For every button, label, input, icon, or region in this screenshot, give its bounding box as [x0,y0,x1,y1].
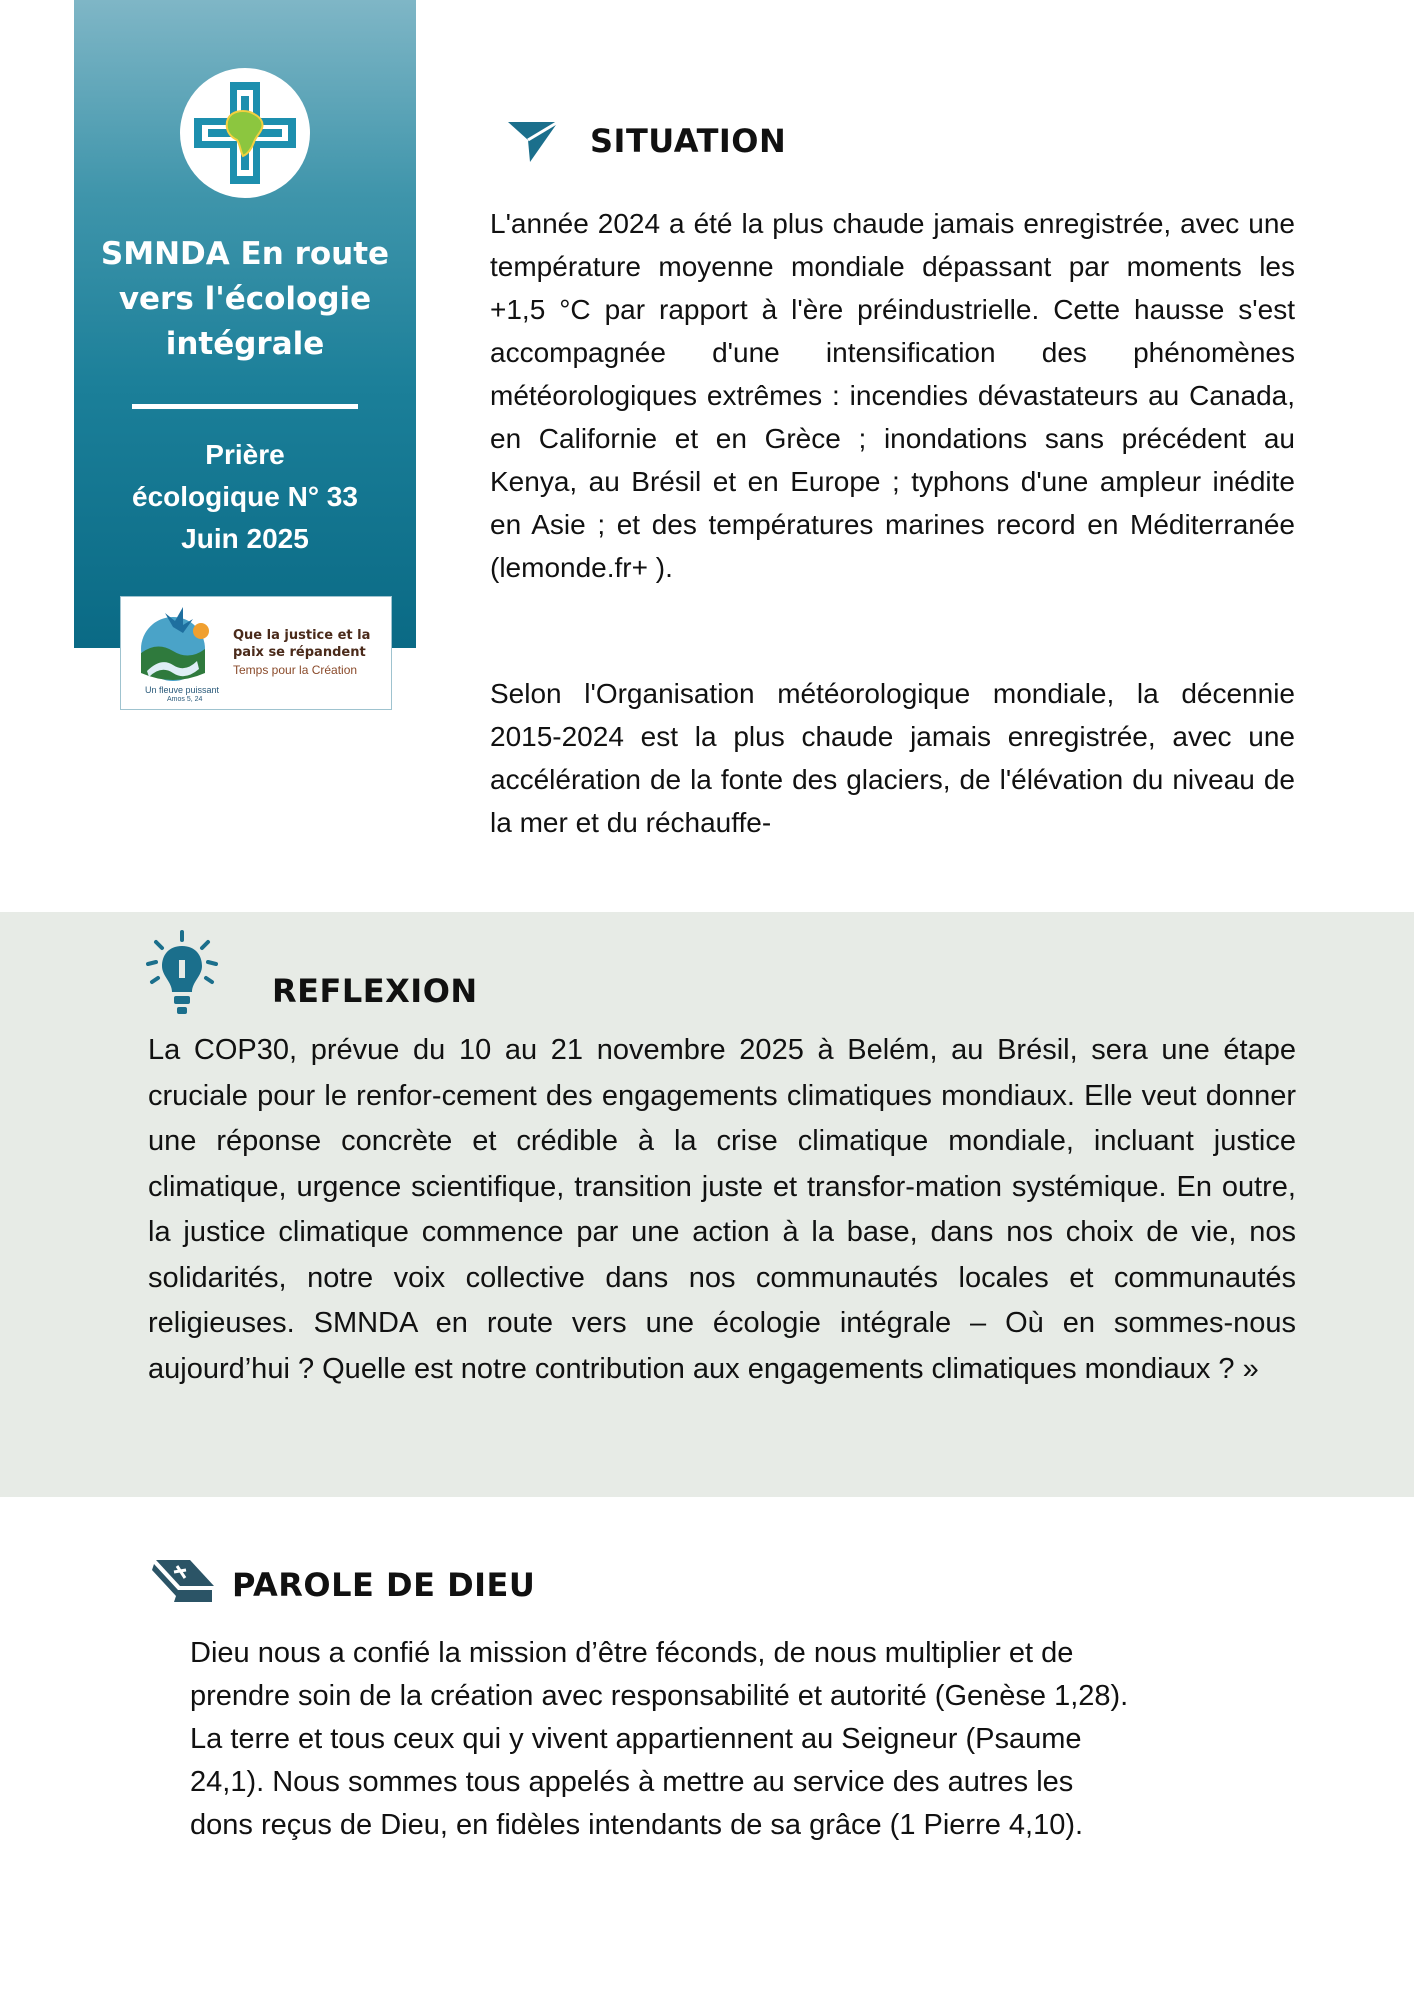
badge-title: Que la justice et la paix se répandent [233,628,371,660]
dove-river-icon [127,601,227,685]
badge-subtitle: Temps pour la Création [233,663,358,677]
lightbulb-icon [146,930,218,1016]
banner-title: SMNDA En route vers l'écologie intégrale [100,236,390,362]
parole-line: 24,1). Nous sommes tous appelés à mettre au service des autres les [190,1766,1074,1798]
parole-line: Dieu nous a confié la mission d’être féconds, de nous multiplier et de [190,1637,1074,1669]
parole-line: prendre soin de la création avec responsabilité et autorité (Genèse 1,28). [190,1680,1129,1712]
parole-heading: PAROLE DE DIEU [232,1566,536,1604]
parole-line: dons reçus de Dieu, en fidèles intendants de sa grâce (1 Pierre 4,10). [190,1809,1084,1841]
parole-line: La terre et tous ceux qui y vivent appartiennent au Seigneur (Psaume [190,1723,1082,1755]
banner-subtitle-line1: Prière [205,439,285,470]
situation-paragraph-2: Selon l'Organisation météorologique mondiale, la décennie 2015-2024 est la plus chaude jamais enregistrée, avec une accélération de la fonte des glaciers, de l'élévation du niveau de la mer et du réchauffe- [490,678,1295,838]
reflexion-paragraph: La COP30, prévue du 10 au 21 novembre 2025 à Belém, au Brésil, sera une étape cruciale pour le renfor-cement des engagements climatiques mondiaux. Elle veut donner une réponse concrète et crédible à la crise climatique mondiale, incluant justice climatique, urgence scientifique, transition juste et transfor-mation systémique. En outre, la justice climatique commence par une action à la base, dans nos choix de vie, nos solidarités, notre voix collective dans nos communautés locales et communautés religieuses. SMNDA en route vers une écologie intégrale – Où en sommes-nous aujourd’hui ? Quelle est notre contribution aux engagements climatiques mondiaux ? » [148,1034,1296,1385]
situation-paragraph-1: L'année 2024 a été la plus chaude jamais enregistrée, avec une température moyenne mondiale dépassant par moments les +1,5 °C par rapport à l'ère préindustrielle. Cette hausse s'est accompagnée d'une intensification des phénomènes météorologiques extrêmes : incendies dévastateurs au Canada, en Californie et en Grèce ; inondations sans précédent au Kenya, au Brésil et en Europe ; typhons d'une ampleur inédite en Asie ; et des températures marines record en Méditerranée (lemonde.fr+ ). [490,208,1295,583]
badge-caption: Un fleuve puissant [145,685,220,695]
situation-heading: SITUATION [590,122,787,160]
banner-subtitle-line2: écologique N° 33 [132,481,358,512]
reflexion-heading: REFLEXION [272,972,478,1010]
season-of-creation-badge [120,596,392,710]
banner-divider [132,404,358,409]
smnda-logo [180,68,310,198]
badge-reference: Amos 5, 24 [167,696,203,703]
bible-icon [150,1556,218,1608]
paper-plane-icon [506,118,560,164]
parole-paragraph [190,1632,1310,1847]
banner-subtitle-line3: Juin 2025 [181,523,309,554]
banner-subtitle [74,434,416,560]
header-banner [74,0,416,648]
cross-africa-icon [180,68,310,198]
